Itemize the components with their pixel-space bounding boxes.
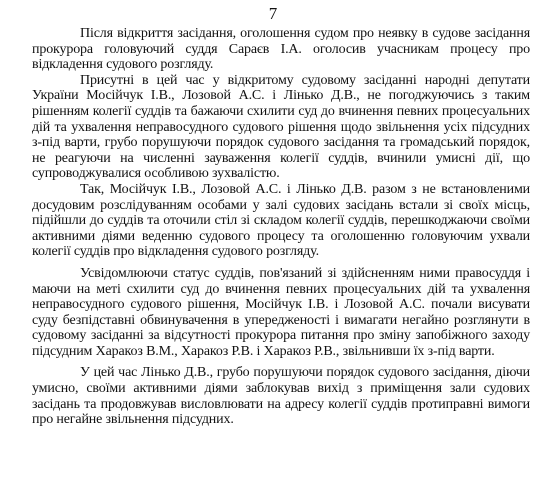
paragraph-1: Після відкриття засідання, оголошення судом про неявку в судове засідання прокурора головуючий суддя Сараєв І.А. оголосив учасникам процесу про відкладення судового розгляду. (32, 26, 530, 73)
document-body (32, 26, 530, 428)
paragraph-5: У цей час Лінько Д.В., грубо порушуючи порядок судового засідання, діючи умисно, своїми активними діями заблокував вихід з приміщення зали судових засідань та продовжував висловлювати на адресу колегії суддів протиправні вимоги про негайне звільнення підсудних. (32, 365, 530, 428)
paragraph-2: Присутні в цей час у відкритому судовому засіданні народні депутати України Мосійчук І.В., Лозовой А.С. і Лінько Д.В., не погоджуючись з таким рішенням колегії суддів та бажаючи схилити суд до вчинення певних процесуальних дій та ухвалення неправосудного судового рішення щодо звільнення усіх підсудних з-під варти, грубо порушуючи порядок судового засідання та громадський порядок, не реагуючи на численні зауваження колегії суддів, вчинили умисні дії, що супроводжувалися особливою зухвалістю. (32, 72, 530, 182)
paragraph-3: Так, Мосійчук І.В., Лозовой А.С. і Лінько Д.В. разом з не встановленими досудовим розслідуванням особами у залі судових засідань встали зі своїх місць, підійшли до суддів та оточили стіл зі складом колегії суддів, перешкоджаючи своїми активними діями веденню судового процесу та оголошенню головуючим ухвали колегії суддів про відкладення судового розгляду. (32, 181, 530, 260)
page-number: 7 (268, 4, 278, 23)
paragraph-4: Усвідомлюючи статус суддів, пов'язаний зі здійсненням ними правосуддя і маючи на меті схилити суд до вчинення певних процесуальних дій та ухвалення неправосудного судового рішення, Мосійчук І.В. і Лозовой А.С. почали висувати суду безпідставні обвинувачення в упередженості і вимагати негайно розглянути в судовому засіданні за відсутності прокурора питання про зміну запобіжного заходу підсудним Харакоз В.М., Харакоз Р.В. і Харакоз Р.В., звільнивши їх з-під варти. (32, 265, 530, 359)
